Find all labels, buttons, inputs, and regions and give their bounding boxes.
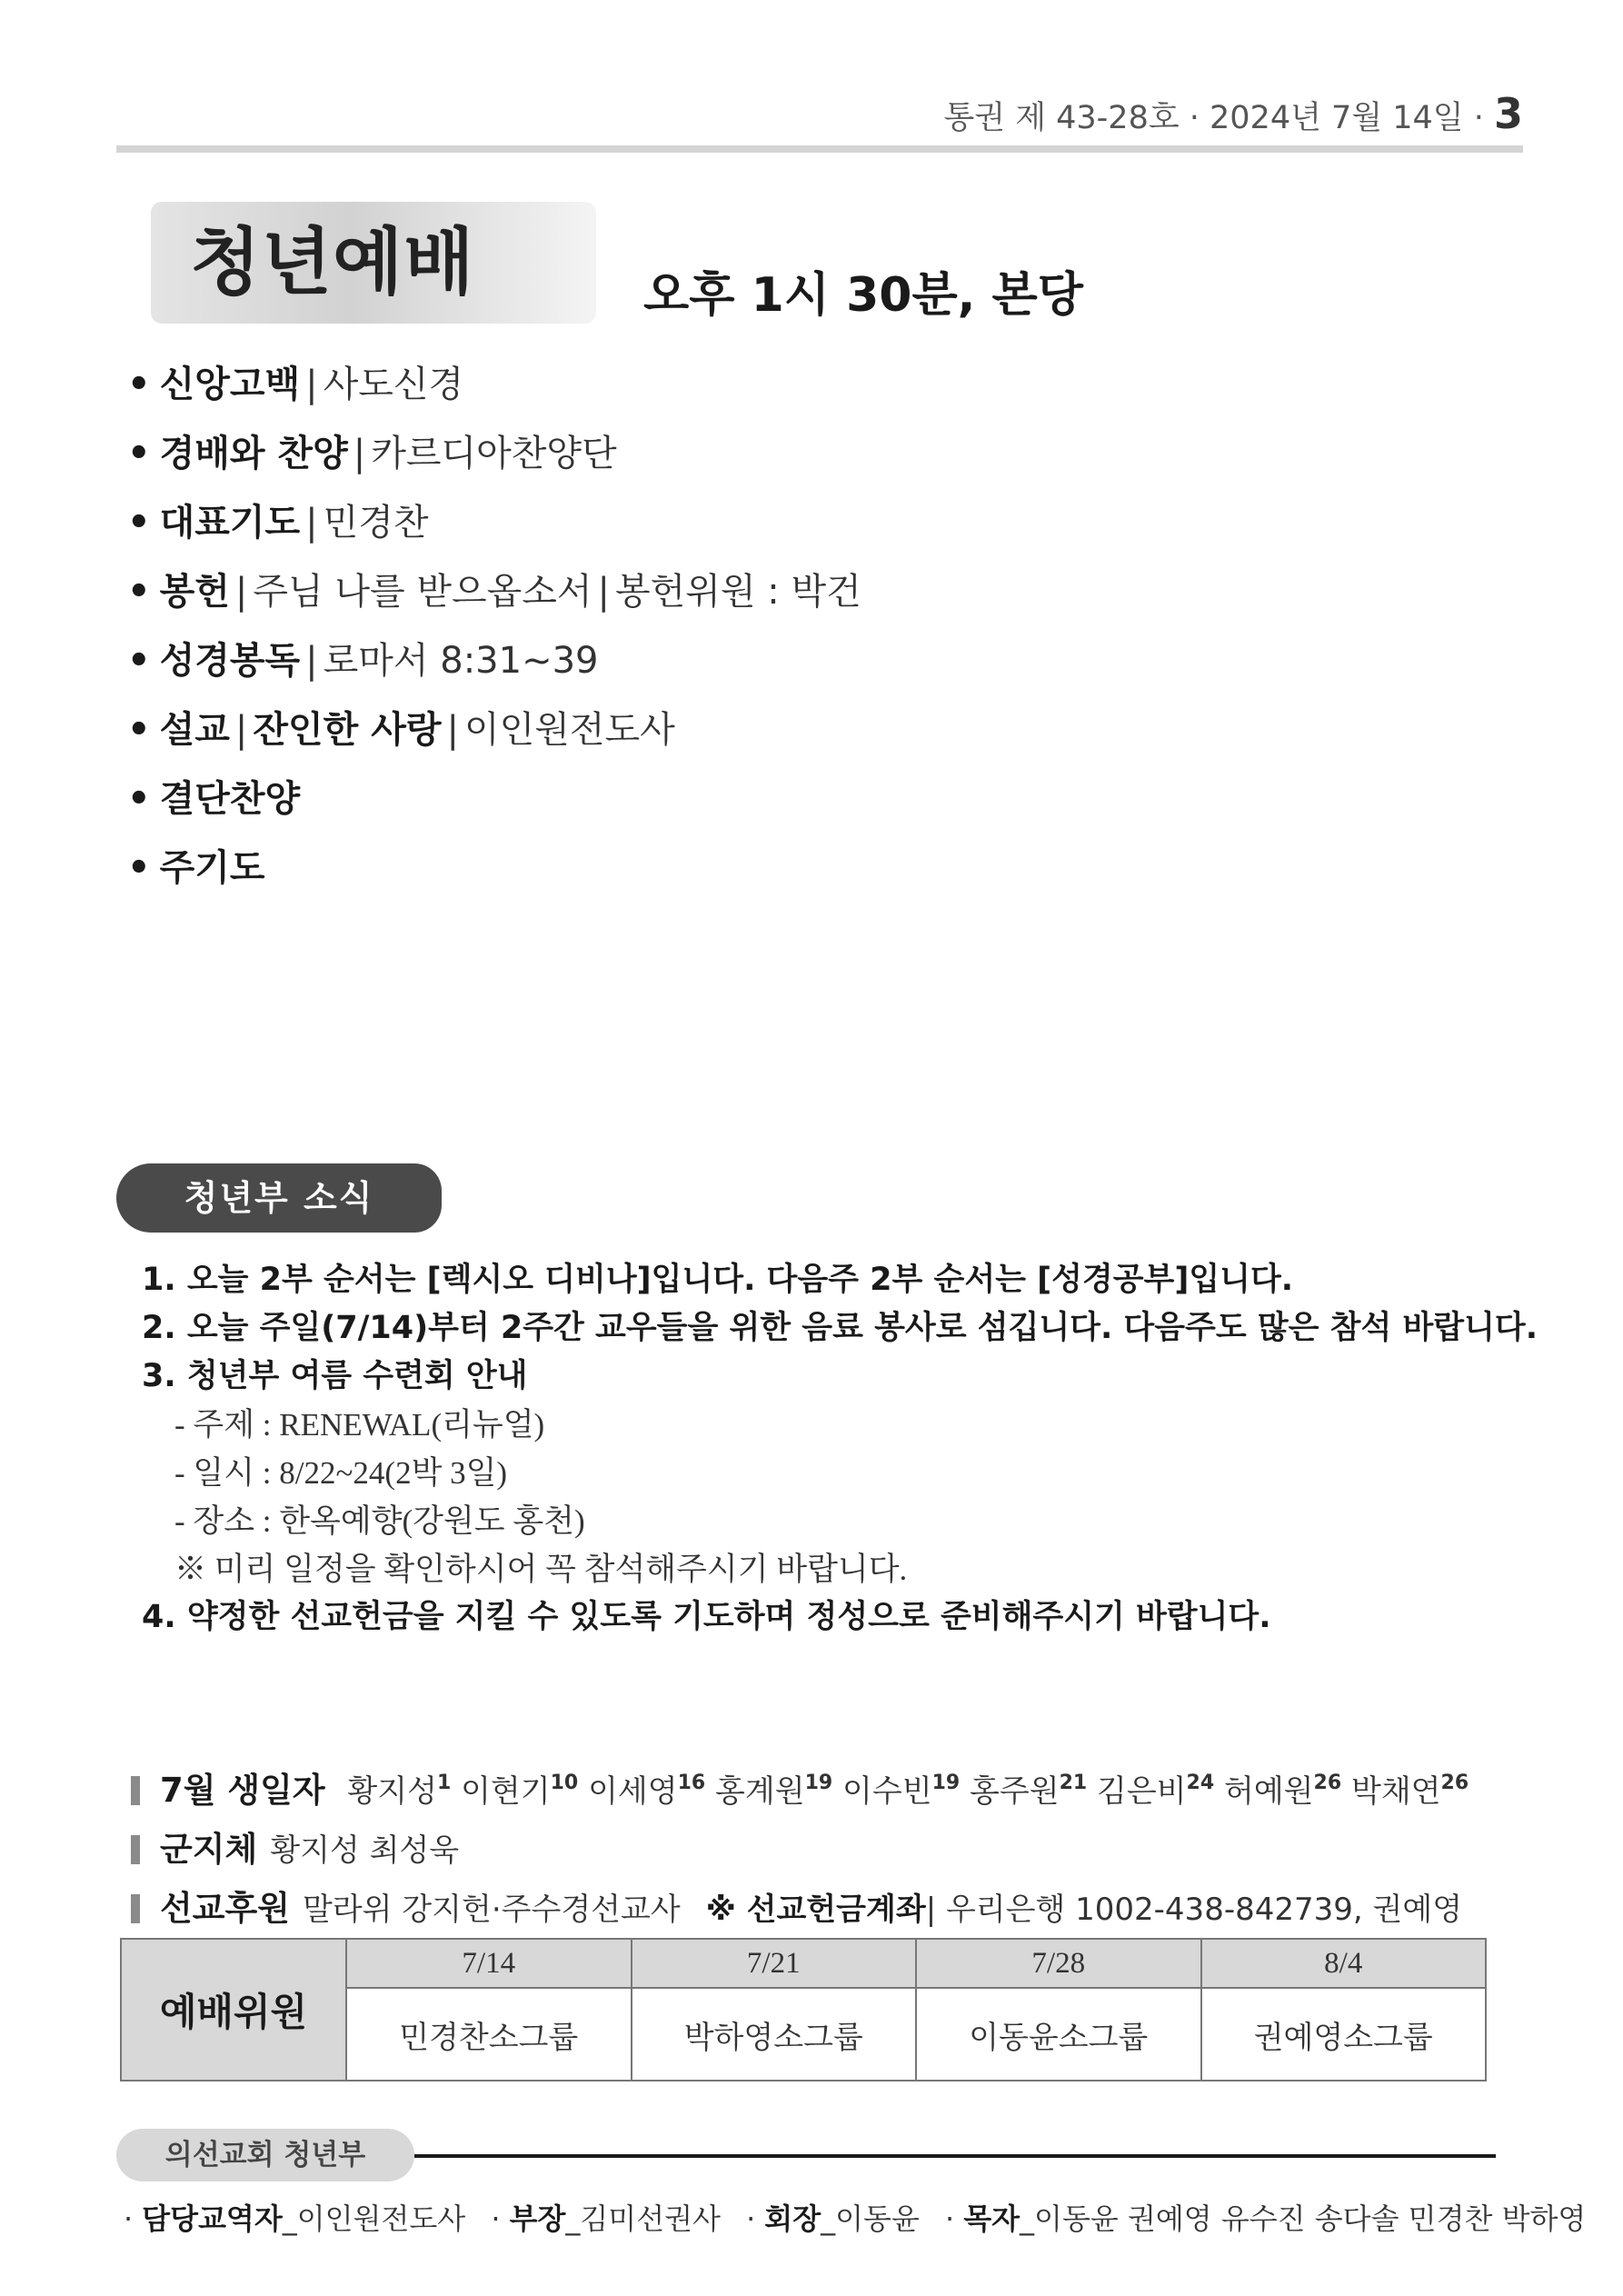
order-item: • 경배와 찬양 | 카르디아찬양단 [127,433,617,474]
retreat-detail: - 일시 : 8/22~24(2박 3일) [174,1455,508,1491]
bullet-icon: • [127,502,151,544]
bullet-icon: • [127,778,151,820]
military-row: 군지체 황지성 최성욱 [131,1821,1469,1880]
duty-date: 7/28 [916,1939,1201,1988]
news-list [142,1256,1538,1642]
service-time-place: 오후 1시 30분, 본당 [643,268,1084,323]
worship-duty-table [120,1938,1487,2081]
marker-icon [131,1776,140,1805]
info-section [131,1754,1469,1939]
bullet-icon: • [127,640,151,682]
order-of-worship [127,350,861,903]
retreat-detail: - 장소 : 한옥예향(강원도 홍천) [174,1503,585,1539]
birthday-row: 7월 생일자 황지성$^1$ 이현기$^{10}$ 이세영$^{16}$ 홍계원$^{19}$ 이수빈$^{19}$ 홍주원$^{21}$ 김은비$^{24}$ 허예원$^{26}$ 박채연$^{26}$ [131,1754,1469,1821]
bullet-icon: • [127,571,151,613]
order-item: • 성경봉독 | 로마서 8:31~39 [127,640,599,682]
order-item: • 설교 | 잔인한 사랑 | 이인원전도사 [127,709,675,751]
duty-group: 권예영소그룹 [1201,1988,1487,2081]
mission-row: 선교후원 말라위 강지헌·주수경선교사 ※ 선교헌금계좌| 우리은행 1002-438-842739, 권예영 [131,1880,1469,1939]
page-number: 3 [1493,89,1523,138]
news-item: 3. 청년부 여름 수련회 안내 [142,1358,528,1394]
header-divider [116,145,1523,153]
duty-group: 박하영소그룹 [632,1988,917,2081]
bullet-icon: • [127,364,151,405]
retreat-detail: - 주제 : RENEWAL(리뉴얼) [174,1407,545,1442]
duty-date: 7/14 [346,1939,632,1988]
order-item: • 대표기도 | 민경찬 [127,502,429,544]
news-item: 2. 오늘 주일(7/14)부터 2주간 교우들을 위한 음료 봉사로 섬깁니다. 다음주도 많은 참석 바랍니다. [142,1310,1538,1346]
order-item: • 결단찬양 [127,778,301,820]
news-section-title: 청년부 소식 [116,1163,442,1233]
duty-date: 8/4 [1201,1939,1487,1988]
bullet-icon: • [127,847,151,889]
footer-divider [414,2154,1496,2158]
issue-info: 통권 제 43-28호 · 2024년 7월 14일 · [943,100,1484,136]
marker-icon [131,1835,140,1864]
service-title: 청년예배 [190,220,475,304]
bullet-icon: • [127,433,151,474]
order-item: • 주기도 [127,847,265,889]
duty-date: 7/21 [632,1939,917,1988]
footer-title: 의선교회 청년부 [116,2129,414,2181]
order-item: • 봉헌 | 주님 나를 받으옵소서 | 봉헌위원 : 박건 [127,571,861,613]
news-item: 1. 오늘 2부 순서는 [렉시오 디비나]입니다. 다음주 2부 순서는 [성경공부]입니다. [142,1262,1294,1298]
marker-icon [131,1894,140,1923]
issue-header [943,89,1523,138]
retreat-note: ※ 미리 일정을 확인하시어 꼭 참석해주시기 바랍니다. [174,1552,908,1587]
order-item: • 신앙고백 | 사도신경 [127,364,464,405]
duty-group: 이동윤소그룹 [916,1988,1201,2081]
staff-credits: · 담당교역자_이인원전도사 · 부장_김미선권사 · 회장_이동윤 · 목자_이동윤 권예영 유수진 송다솔 민경찬 박하영 [124,2201,1587,2236]
duty-group: 민경찬소그룹 [346,1988,632,2081]
birthday-list: 황지성$^1$ 이현기$^{10}$ 이세영$^{16}$ 홍계원$^{19}$ 이수빈$^{19}$ 홍주원$^{21}$ 김은비$^{24}$ 허예원$^{26}$ 박채연$^{26}$ [347,1772,1469,1810]
news-item: 4. 약정한 선교헌금을 지킬 수 있도록 기도하며 정성으로 준비해주시기 바랍니다. [142,1599,1271,1635]
duty-table-header: 예배위원 [121,1939,346,2081]
bullet-icon: • [127,709,151,751]
